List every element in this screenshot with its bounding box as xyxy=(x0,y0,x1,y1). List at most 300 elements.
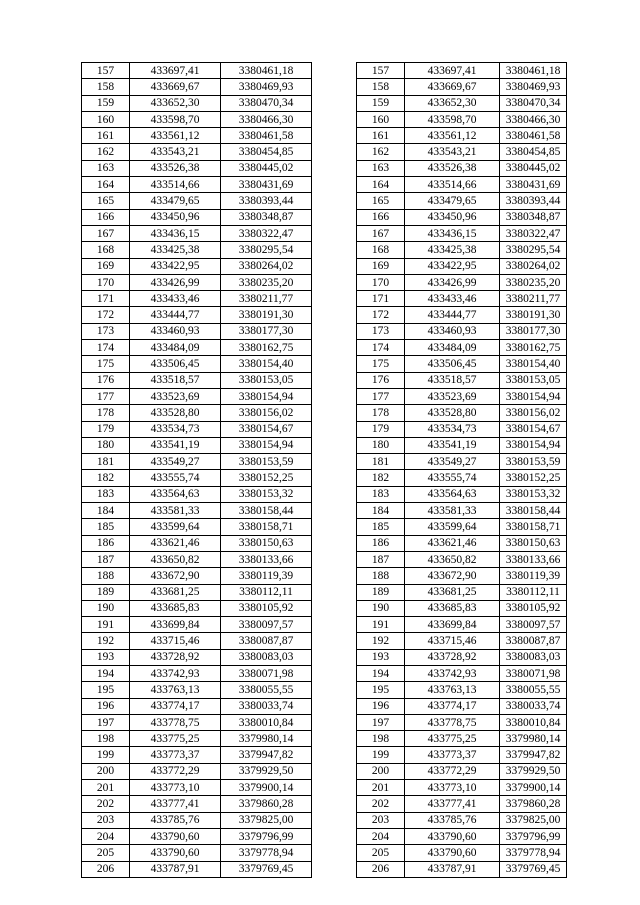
left-x-coordinate-cell: 433790,60 xyxy=(130,845,221,861)
right-point-number-cell: 166 xyxy=(357,209,405,225)
gap-cell xyxy=(312,95,357,111)
gap-cell xyxy=(312,454,357,470)
right-x-coordinate-cell: 433728,92 xyxy=(405,649,500,665)
right-point-number-cell: 191 xyxy=(357,617,405,633)
left-y-coordinate-cell: 3380133,66 xyxy=(221,551,312,567)
left-point-number-cell: 160 xyxy=(82,111,130,127)
right-x-coordinate-cell: 433549,27 xyxy=(405,454,500,470)
right-x-coordinate-cell: 433774,17 xyxy=(405,698,500,714)
table-row xyxy=(82,682,567,698)
right-y-coordinate-cell: 3380153,05 xyxy=(500,372,567,388)
right-y-coordinate-cell: 3380461,18 xyxy=(500,63,567,79)
left-x-coordinate-cell: 433773,10 xyxy=(130,780,221,796)
right-point-number-cell: 172 xyxy=(357,307,405,323)
right-point-number-cell: 179 xyxy=(357,421,405,437)
right-y-coordinate-cell: 3380150,63 xyxy=(500,535,567,551)
left-x-coordinate-cell: 433523,69 xyxy=(130,388,221,404)
left-x-coordinate-cell: 433506,45 xyxy=(130,356,221,372)
right-x-coordinate-cell: 433598,70 xyxy=(405,111,500,127)
left-y-coordinate-cell: 3379860,28 xyxy=(221,796,312,812)
left-x-coordinate-cell: 433549,27 xyxy=(130,454,221,470)
left-x-coordinate-cell: 433426,99 xyxy=(130,274,221,290)
left-point-number-cell: 192 xyxy=(82,633,130,649)
gap-cell xyxy=(312,486,357,502)
right-y-coordinate-cell: 3380112,11 xyxy=(500,584,567,600)
left-point-number-cell: 174 xyxy=(82,340,130,356)
right-y-coordinate-cell: 3379825,00 xyxy=(500,812,567,828)
left-y-coordinate-cell: 3379947,82 xyxy=(221,747,312,763)
table-row xyxy=(82,861,567,877)
right-y-coordinate-cell: 3380466,30 xyxy=(500,111,567,127)
right-point-number-cell: 183 xyxy=(357,486,405,502)
gap-cell xyxy=(312,323,357,339)
left-x-coordinate-cell: 433785,76 xyxy=(130,812,221,828)
right-y-coordinate-cell: 3380055,55 xyxy=(500,682,567,698)
gap-cell xyxy=(312,421,357,437)
gap-cell xyxy=(312,242,357,258)
gap-cell xyxy=(312,861,357,877)
right-y-coordinate-cell: 3379778,94 xyxy=(500,845,567,861)
right-point-number-cell: 203 xyxy=(357,812,405,828)
left-x-coordinate-cell: 433484,09 xyxy=(130,340,221,356)
table-row xyxy=(82,63,567,79)
gap-cell xyxy=(312,437,357,453)
left-point-number-cell: 162 xyxy=(82,144,130,160)
right-point-number-cell: 204 xyxy=(357,828,405,844)
right-x-coordinate-cell: 433426,99 xyxy=(405,274,500,290)
right-point-number-cell: 193 xyxy=(357,649,405,665)
gap-cell xyxy=(312,388,357,404)
table-row xyxy=(82,111,567,127)
right-point-number-cell: 181 xyxy=(357,454,405,470)
table-row xyxy=(82,845,567,861)
gap-cell xyxy=(312,144,357,160)
left-y-coordinate-cell: 3379778,94 xyxy=(221,845,312,861)
right-y-coordinate-cell: 3380154,94 xyxy=(500,388,567,404)
gap-cell xyxy=(312,193,357,209)
table-row xyxy=(82,812,567,828)
left-point-number-cell: 180 xyxy=(82,437,130,453)
table-row xyxy=(82,747,567,763)
left-x-coordinate-cell: 433543,21 xyxy=(130,144,221,160)
table-row xyxy=(82,470,567,486)
left-y-coordinate-cell: 3380119,39 xyxy=(221,568,312,584)
right-x-coordinate-cell: 433685,83 xyxy=(405,600,500,616)
right-x-coordinate-cell: 433422,95 xyxy=(405,258,500,274)
left-y-coordinate-cell: 3380010,84 xyxy=(221,714,312,730)
gap-cell xyxy=(312,160,357,176)
right-point-number-cell: 192 xyxy=(357,633,405,649)
left-x-coordinate-cell: 433479,65 xyxy=(130,193,221,209)
right-x-coordinate-cell: 433790,60 xyxy=(405,828,500,844)
left-point-number-cell: 193 xyxy=(82,649,130,665)
left-point-number-cell: 182 xyxy=(82,470,130,486)
gap-cell xyxy=(312,568,357,584)
left-y-coordinate-cell: 3380264,02 xyxy=(221,258,312,274)
table-row xyxy=(82,323,567,339)
right-y-coordinate-cell: 3380295,54 xyxy=(500,242,567,258)
left-point-number-cell: 167 xyxy=(82,225,130,241)
gap-cell xyxy=(312,551,357,567)
right-y-coordinate-cell: 3380010,84 xyxy=(500,714,567,730)
right-y-coordinate-cell: 3380162,75 xyxy=(500,340,567,356)
left-x-coordinate-cell: 433763,13 xyxy=(130,682,221,698)
right-point-number-cell: 190 xyxy=(357,600,405,616)
right-x-coordinate-cell: 433699,84 xyxy=(405,617,500,633)
right-y-coordinate-cell: 3380461,58 xyxy=(500,128,567,144)
right-x-coordinate-cell: 433543,21 xyxy=(405,144,500,160)
gap-cell xyxy=(312,503,357,519)
left-point-number-cell: 200 xyxy=(82,763,130,779)
left-y-coordinate-cell: 3380055,55 xyxy=(221,682,312,698)
left-point-number-cell: 205 xyxy=(82,845,130,861)
right-point-number-cell: 176 xyxy=(357,372,405,388)
left-x-coordinate-cell: 433699,84 xyxy=(130,617,221,633)
left-x-coordinate-cell: 433621,46 xyxy=(130,535,221,551)
gap-cell xyxy=(312,584,357,600)
coordinates-table-body xyxy=(82,63,567,878)
right-x-coordinate-cell: 433672,90 xyxy=(405,568,500,584)
left-point-number-cell: 186 xyxy=(82,535,130,551)
right-y-coordinate-cell: 3380154,67 xyxy=(500,421,567,437)
right-x-coordinate-cell: 433534,73 xyxy=(405,421,500,437)
left-x-coordinate-cell: 433672,90 xyxy=(130,568,221,584)
left-point-number-cell: 168 xyxy=(82,242,130,258)
right-x-coordinate-cell: 433669,67 xyxy=(405,79,500,95)
left-y-coordinate-cell: 3380150,63 xyxy=(221,535,312,551)
right-x-coordinate-cell: 433778,75 xyxy=(405,714,500,730)
left-y-coordinate-cell: 3380033,74 xyxy=(221,698,312,714)
right-point-number-cell: 174 xyxy=(357,340,405,356)
gap-cell xyxy=(312,747,357,763)
left-y-coordinate-cell: 3380158,44 xyxy=(221,503,312,519)
right-x-coordinate-cell: 433555,74 xyxy=(405,470,500,486)
left-point-number-cell: 187 xyxy=(82,551,130,567)
table-row xyxy=(82,584,567,600)
gap-cell xyxy=(312,372,357,388)
table-row xyxy=(82,128,567,144)
right-point-number-cell: 201 xyxy=(357,780,405,796)
right-point-number-cell: 162 xyxy=(357,144,405,160)
gap-cell xyxy=(312,812,357,828)
left-x-coordinate-cell: 433652,30 xyxy=(130,95,221,111)
left-point-number-cell: 191 xyxy=(82,617,130,633)
right-y-coordinate-cell: 3380154,40 xyxy=(500,356,567,372)
right-y-coordinate-cell: 3380154,94 xyxy=(500,437,567,453)
left-x-coordinate-cell: 433528,80 xyxy=(130,405,221,421)
left-point-number-cell: 171 xyxy=(82,291,130,307)
left-x-coordinate-cell: 433514,66 xyxy=(130,177,221,193)
right-point-number-cell: 182 xyxy=(357,470,405,486)
left-point-number-cell: 206 xyxy=(82,861,130,877)
right-x-coordinate-cell: 433650,82 xyxy=(405,551,500,567)
table-row xyxy=(82,160,567,176)
left-y-coordinate-cell: 3380461,18 xyxy=(221,63,312,79)
gap-cell xyxy=(312,535,357,551)
right-x-coordinate-cell: 433564,63 xyxy=(405,486,500,502)
right-point-number-cell: 175 xyxy=(357,356,405,372)
table-row xyxy=(82,209,567,225)
gap-cell xyxy=(312,340,357,356)
right-x-coordinate-cell: 433514,66 xyxy=(405,177,500,193)
right-point-number-cell: 178 xyxy=(357,405,405,421)
left-y-coordinate-cell: 3380153,32 xyxy=(221,486,312,502)
table-row xyxy=(82,828,567,844)
table-row xyxy=(82,796,567,812)
left-x-coordinate-cell: 433775,25 xyxy=(130,731,221,747)
left-x-coordinate-cell: 433564,63 xyxy=(130,486,221,502)
right-x-coordinate-cell: 433433,46 xyxy=(405,291,500,307)
table-row xyxy=(82,405,567,421)
gap-cell xyxy=(312,600,357,616)
table-row xyxy=(82,763,567,779)
left-point-number-cell: 178 xyxy=(82,405,130,421)
right-y-coordinate-cell: 3380033,74 xyxy=(500,698,567,714)
gap-cell xyxy=(312,274,357,290)
left-x-coordinate-cell: 433790,60 xyxy=(130,828,221,844)
right-point-number-cell: 185 xyxy=(357,519,405,535)
left-x-coordinate-cell: 433599,64 xyxy=(130,519,221,535)
right-x-coordinate-cell: 433777,41 xyxy=(405,796,500,812)
right-x-coordinate-cell: 433460,93 xyxy=(405,323,500,339)
right-y-coordinate-cell: 3379947,82 xyxy=(500,747,567,763)
right-y-coordinate-cell: 3380191,30 xyxy=(500,307,567,323)
right-x-coordinate-cell: 433681,25 xyxy=(405,584,500,600)
left-point-number-cell: 177 xyxy=(82,388,130,404)
right-x-coordinate-cell: 433697,41 xyxy=(405,63,500,79)
table-row xyxy=(82,372,567,388)
table-row xyxy=(82,649,567,665)
left-y-coordinate-cell: 3379980,14 xyxy=(221,731,312,747)
left-point-number-cell: 184 xyxy=(82,503,130,519)
gap-cell xyxy=(312,796,357,812)
right-point-number-cell: 187 xyxy=(357,551,405,567)
table-row xyxy=(82,486,567,502)
table-row xyxy=(82,698,567,714)
right-x-coordinate-cell: 433652,30 xyxy=(405,95,500,111)
right-x-coordinate-cell: 433715,46 xyxy=(405,633,500,649)
table-row xyxy=(82,519,567,535)
right-point-number-cell: 159 xyxy=(357,95,405,111)
table-row xyxy=(82,731,567,747)
gap-cell xyxy=(312,617,357,633)
left-point-number-cell: 169 xyxy=(82,258,130,274)
right-x-coordinate-cell: 433523,69 xyxy=(405,388,500,404)
right-y-coordinate-cell: 3380133,66 xyxy=(500,551,567,567)
left-y-coordinate-cell: 3380071,98 xyxy=(221,665,312,681)
left-y-coordinate-cell: 3380461,58 xyxy=(221,128,312,144)
left-x-coordinate-cell: 433681,25 xyxy=(130,584,221,600)
gap-cell xyxy=(312,633,357,649)
left-y-coordinate-cell: 3380154,94 xyxy=(221,388,312,404)
left-x-coordinate-cell: 433742,93 xyxy=(130,665,221,681)
gap-cell xyxy=(312,649,357,665)
left-y-coordinate-cell: 3380112,11 xyxy=(221,584,312,600)
left-point-number-cell: 196 xyxy=(82,698,130,714)
left-x-coordinate-cell: 433598,70 xyxy=(130,111,221,127)
left-y-coordinate-cell: 3380191,30 xyxy=(221,307,312,323)
table-row xyxy=(82,665,567,681)
right-x-coordinate-cell: 433528,80 xyxy=(405,405,500,421)
table-row xyxy=(82,551,567,567)
right-point-number-cell: 200 xyxy=(357,763,405,779)
right-y-coordinate-cell: 3379860,28 xyxy=(500,796,567,812)
right-point-number-cell: 167 xyxy=(357,225,405,241)
right-y-coordinate-cell: 3380158,44 xyxy=(500,503,567,519)
left-x-coordinate-cell: 433669,67 xyxy=(130,79,221,95)
right-y-coordinate-cell: 3380264,02 xyxy=(500,258,567,274)
table-row xyxy=(82,535,567,551)
left-y-coordinate-cell: 3380431,69 xyxy=(221,177,312,193)
left-point-number-cell: 170 xyxy=(82,274,130,290)
left-x-coordinate-cell: 433772,29 xyxy=(130,763,221,779)
right-x-coordinate-cell: 433436,15 xyxy=(405,225,500,241)
right-point-number-cell: 184 xyxy=(357,503,405,519)
left-y-coordinate-cell: 3380235,20 xyxy=(221,274,312,290)
left-x-coordinate-cell: 433773,37 xyxy=(130,747,221,763)
right-y-coordinate-cell: 3379769,45 xyxy=(500,861,567,877)
gap-cell xyxy=(312,63,357,79)
left-y-coordinate-cell: 3380177,30 xyxy=(221,323,312,339)
left-point-number-cell: 173 xyxy=(82,323,130,339)
right-y-coordinate-cell: 3380211,77 xyxy=(500,291,567,307)
left-y-coordinate-cell: 3380469,93 xyxy=(221,79,312,95)
right-point-number-cell: 198 xyxy=(357,731,405,747)
right-x-coordinate-cell: 433526,38 xyxy=(405,160,500,176)
right-y-coordinate-cell: 3380071,98 xyxy=(500,665,567,681)
left-x-coordinate-cell: 433715,46 xyxy=(130,633,221,649)
right-y-coordinate-cell: 3380087,87 xyxy=(500,633,567,649)
left-x-coordinate-cell: 433534,73 xyxy=(130,421,221,437)
left-x-coordinate-cell: 433581,33 xyxy=(130,503,221,519)
right-point-number-cell: 171 xyxy=(357,291,405,307)
left-y-coordinate-cell: 3379825,00 xyxy=(221,812,312,828)
right-point-number-cell: 180 xyxy=(357,437,405,453)
right-y-coordinate-cell: 3379796,99 xyxy=(500,828,567,844)
left-y-coordinate-cell: 3380154,40 xyxy=(221,356,312,372)
right-point-number-cell: 177 xyxy=(357,388,405,404)
right-x-coordinate-cell: 433742,93 xyxy=(405,665,500,681)
left-x-coordinate-cell: 433425,38 xyxy=(130,242,221,258)
table-row xyxy=(82,388,567,404)
right-x-coordinate-cell: 433787,91 xyxy=(405,861,500,877)
table-row xyxy=(82,356,567,372)
right-x-coordinate-cell: 433763,13 xyxy=(405,682,500,698)
gap-cell xyxy=(312,519,357,535)
right-x-coordinate-cell: 433479,65 xyxy=(405,193,500,209)
right-point-number-cell: 199 xyxy=(357,747,405,763)
table-row xyxy=(82,340,567,356)
gap-cell xyxy=(312,470,357,486)
right-x-coordinate-cell: 433506,45 xyxy=(405,356,500,372)
right-y-coordinate-cell: 3380105,92 xyxy=(500,600,567,616)
right-y-coordinate-cell: 3380153,32 xyxy=(500,486,567,502)
right-x-coordinate-cell: 433621,46 xyxy=(405,535,500,551)
gap-cell xyxy=(312,307,357,323)
left-point-number-cell: 195 xyxy=(82,682,130,698)
left-y-coordinate-cell: 3380087,87 xyxy=(221,633,312,649)
right-x-coordinate-cell: 433518,57 xyxy=(405,372,500,388)
right-point-number-cell: 173 xyxy=(357,323,405,339)
gap-cell xyxy=(312,763,357,779)
left-x-coordinate-cell: 433518,57 xyxy=(130,372,221,388)
table-row xyxy=(82,307,567,323)
right-point-number-cell: 170 xyxy=(357,274,405,290)
right-point-number-cell: 168 xyxy=(357,242,405,258)
left-point-number-cell: 189 xyxy=(82,584,130,600)
left-point-number-cell: 164 xyxy=(82,177,130,193)
left-y-coordinate-cell: 3379900,14 xyxy=(221,780,312,796)
right-y-coordinate-cell: 3380083,03 xyxy=(500,649,567,665)
right-y-coordinate-cell: 3380177,30 xyxy=(500,323,567,339)
right-y-coordinate-cell: 3380431,69 xyxy=(500,177,567,193)
left-y-coordinate-cell: 3380154,94 xyxy=(221,437,312,453)
gap-cell xyxy=(312,828,357,844)
left-point-number-cell: 194 xyxy=(82,665,130,681)
left-x-coordinate-cell: 433433,46 xyxy=(130,291,221,307)
left-x-coordinate-cell: 433778,75 xyxy=(130,714,221,730)
right-point-number-cell: 161 xyxy=(357,128,405,144)
right-x-coordinate-cell: 433790,60 xyxy=(405,845,500,861)
gap-cell xyxy=(312,665,357,681)
left-point-number-cell: 176 xyxy=(82,372,130,388)
left-y-coordinate-cell: 3380348,87 xyxy=(221,209,312,225)
left-x-coordinate-cell: 433685,83 xyxy=(130,600,221,616)
table-row xyxy=(82,633,567,649)
left-point-number-cell: 179 xyxy=(82,421,130,437)
right-x-coordinate-cell: 433772,29 xyxy=(405,763,500,779)
left-point-number-cell: 185 xyxy=(82,519,130,535)
gap-cell xyxy=(312,731,357,747)
left-x-coordinate-cell: 433526,38 xyxy=(130,160,221,176)
right-x-coordinate-cell: 433450,96 xyxy=(405,209,500,225)
table-row xyxy=(82,780,567,796)
right-x-coordinate-cell: 433541,19 xyxy=(405,437,500,453)
right-point-number-cell: 189 xyxy=(357,584,405,600)
table-row xyxy=(82,503,567,519)
right-y-coordinate-cell: 3380454,85 xyxy=(500,144,567,160)
right-y-coordinate-cell: 3380348,87 xyxy=(500,209,567,225)
left-y-coordinate-cell: 3380470,34 xyxy=(221,95,312,111)
right-y-coordinate-cell: 3379900,14 xyxy=(500,780,567,796)
table-row xyxy=(82,79,567,95)
left-x-coordinate-cell: 433450,96 xyxy=(130,209,221,225)
left-x-coordinate-cell: 433444,77 xyxy=(130,307,221,323)
right-x-coordinate-cell: 433444,77 xyxy=(405,307,500,323)
right-x-coordinate-cell: 433581,33 xyxy=(405,503,500,519)
gap-cell xyxy=(312,698,357,714)
left-y-coordinate-cell: 3380295,54 xyxy=(221,242,312,258)
right-point-number-cell: 202 xyxy=(357,796,405,812)
gap-cell xyxy=(312,177,357,193)
left-y-coordinate-cell: 3380097,57 xyxy=(221,617,312,633)
left-point-number-cell: 159 xyxy=(82,95,130,111)
gap-cell xyxy=(312,291,357,307)
table-row xyxy=(82,258,567,274)
right-x-coordinate-cell: 433775,25 xyxy=(405,731,500,747)
right-y-coordinate-cell: 3380153,59 xyxy=(500,454,567,470)
left-x-coordinate-cell: 433555,74 xyxy=(130,470,221,486)
left-y-coordinate-cell: 3380211,77 xyxy=(221,291,312,307)
left-point-number-cell: 161 xyxy=(82,128,130,144)
left-point-number-cell: 165 xyxy=(82,193,130,209)
left-point-number-cell: 201 xyxy=(82,780,130,796)
gap-cell xyxy=(312,128,357,144)
right-y-coordinate-cell: 3380152,25 xyxy=(500,470,567,486)
left-x-coordinate-cell: 433728,92 xyxy=(130,649,221,665)
left-x-coordinate-cell: 433774,17 xyxy=(130,698,221,714)
left-point-number-cell: 157 xyxy=(82,63,130,79)
